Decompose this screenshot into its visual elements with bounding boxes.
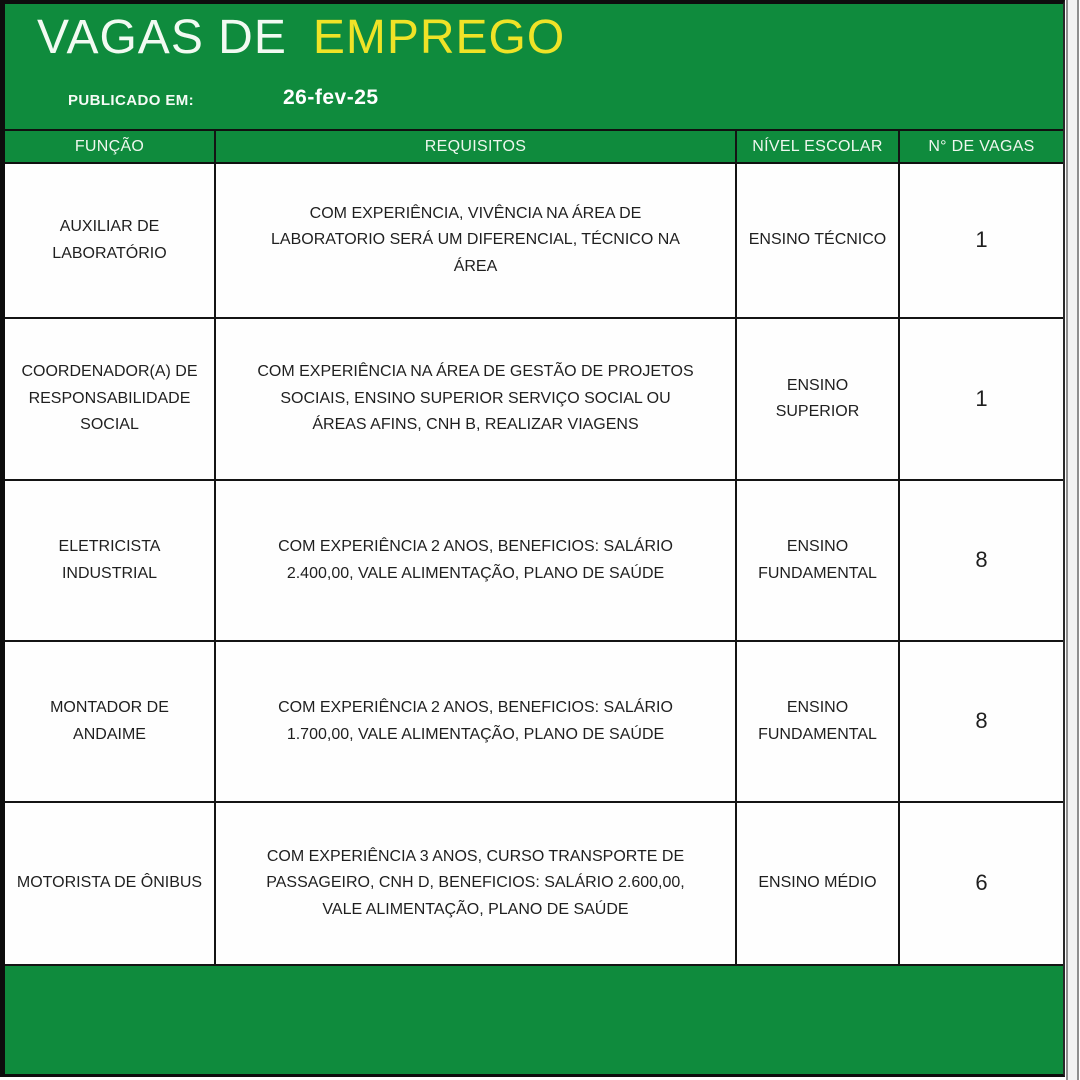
vagas-cell: 8 <box>975 547 988 573</box>
requisitos-cell: COM EXPERIÊNCIA 2 ANOS, BENEFICIOS: SALÁRIO 2.400,00, VALE ALIMENTAÇÃO, PLANO DE SAÚDE <box>216 481 737 640</box>
column-header-funcao: FUNÇÃO <box>5 131 216 162</box>
nivel-escolar-cell: ENSINO MÉDIO <box>737 803 900 964</box>
published-date: 26-fev-25 <box>283 86 379 109</box>
page-title-yellow: EMPREGO <box>312 11 566 64</box>
table-row <box>5 164 1063 319</box>
funcao-cell: AUXILIAR DE LABORATÓRIO <box>5 164 216 317</box>
column-header-nivel-escolar: NÍVEL ESCOLAR <box>737 131 900 162</box>
footer-bar <box>5 966 1063 1074</box>
requisitos-cell: COM EXPERIÊNCIA 2 ANOS, BENEFICIOS: SALÁRIO 1.700,00, VALE ALIMENTAÇÃO, PLANO DE SAÚDE <box>216 642 737 801</box>
funcao-cell: MONTADOR DE ANDAIME <box>5 642 216 801</box>
table-row <box>5 642 1063 803</box>
vagas-cell: 1 <box>975 385 988 411</box>
title-block <box>5 4 1063 131</box>
vertical-scrollbar[interactable] <box>1066 0 1079 1080</box>
column-header-requisitos: REQUISITOS <box>216 131 737 162</box>
table-row <box>5 319 1063 481</box>
requisitos-cell: COM EXPERIÊNCIA 3 ANOS, CURSO TRANSPORTE DE PASSAGEIRO, CNH D, BENEFICIOS: SALÁRIO 2.600,00, VALE ALIMENTAÇÃO, PLANO DE SAÚDE <box>216 803 737 964</box>
vagas-cell: 6 <box>975 870 988 896</box>
vagas-cell: 8 <box>975 708 988 734</box>
table-header-row <box>5 131 1063 164</box>
vagas-cell: 1 <box>975 227 988 253</box>
page-title-white: VAGAS DE <box>37 11 287 64</box>
nivel-escolar-cell: ENSINO TÉCNICO <box>737 164 900 317</box>
requisitos-cell: COM EXPERIÊNCIA NA ÁREA DE GESTÃO DE PROJETOS SOCIAIS, ENSINO SUPERIOR SERVIÇO SOCIAL OU ÁREAS AFINS, CNH B, REALIZAR VIAGENS <box>216 319 737 479</box>
funcao-cell: ELETRICISTA INDUSTRIAL <box>5 481 216 640</box>
funcao-cell: MOTORISTA DE ÔNIBUS <box>5 803 216 964</box>
funcao-cell: COORDENADOR(A) DE RESPONSABILIDADE SOCIAL <box>5 319 216 479</box>
published-label: PUBLICADO EM: <box>68 92 195 109</box>
table-row <box>5 481 1063 642</box>
nivel-escolar-cell: ENSINO SUPERIOR <box>737 319 900 479</box>
requisitos-cell: COM EXPERIÊNCIA, VIVÊNCIA NA ÁREA DE LABORATORIO SERÁ UM DIFERENCIAL, TÉCNICO NA ÁREA <box>216 164 737 317</box>
table-row <box>5 803 1063 966</box>
page-title <box>37 10 565 65</box>
column-header-n-de-vagas: N° DE VAGAS <box>928 137 1035 155</box>
nivel-escolar-cell: ENSINO FUNDAMENTAL <box>737 481 900 640</box>
nivel-escolar-cell: ENSINO FUNDAMENTAL <box>737 642 900 801</box>
